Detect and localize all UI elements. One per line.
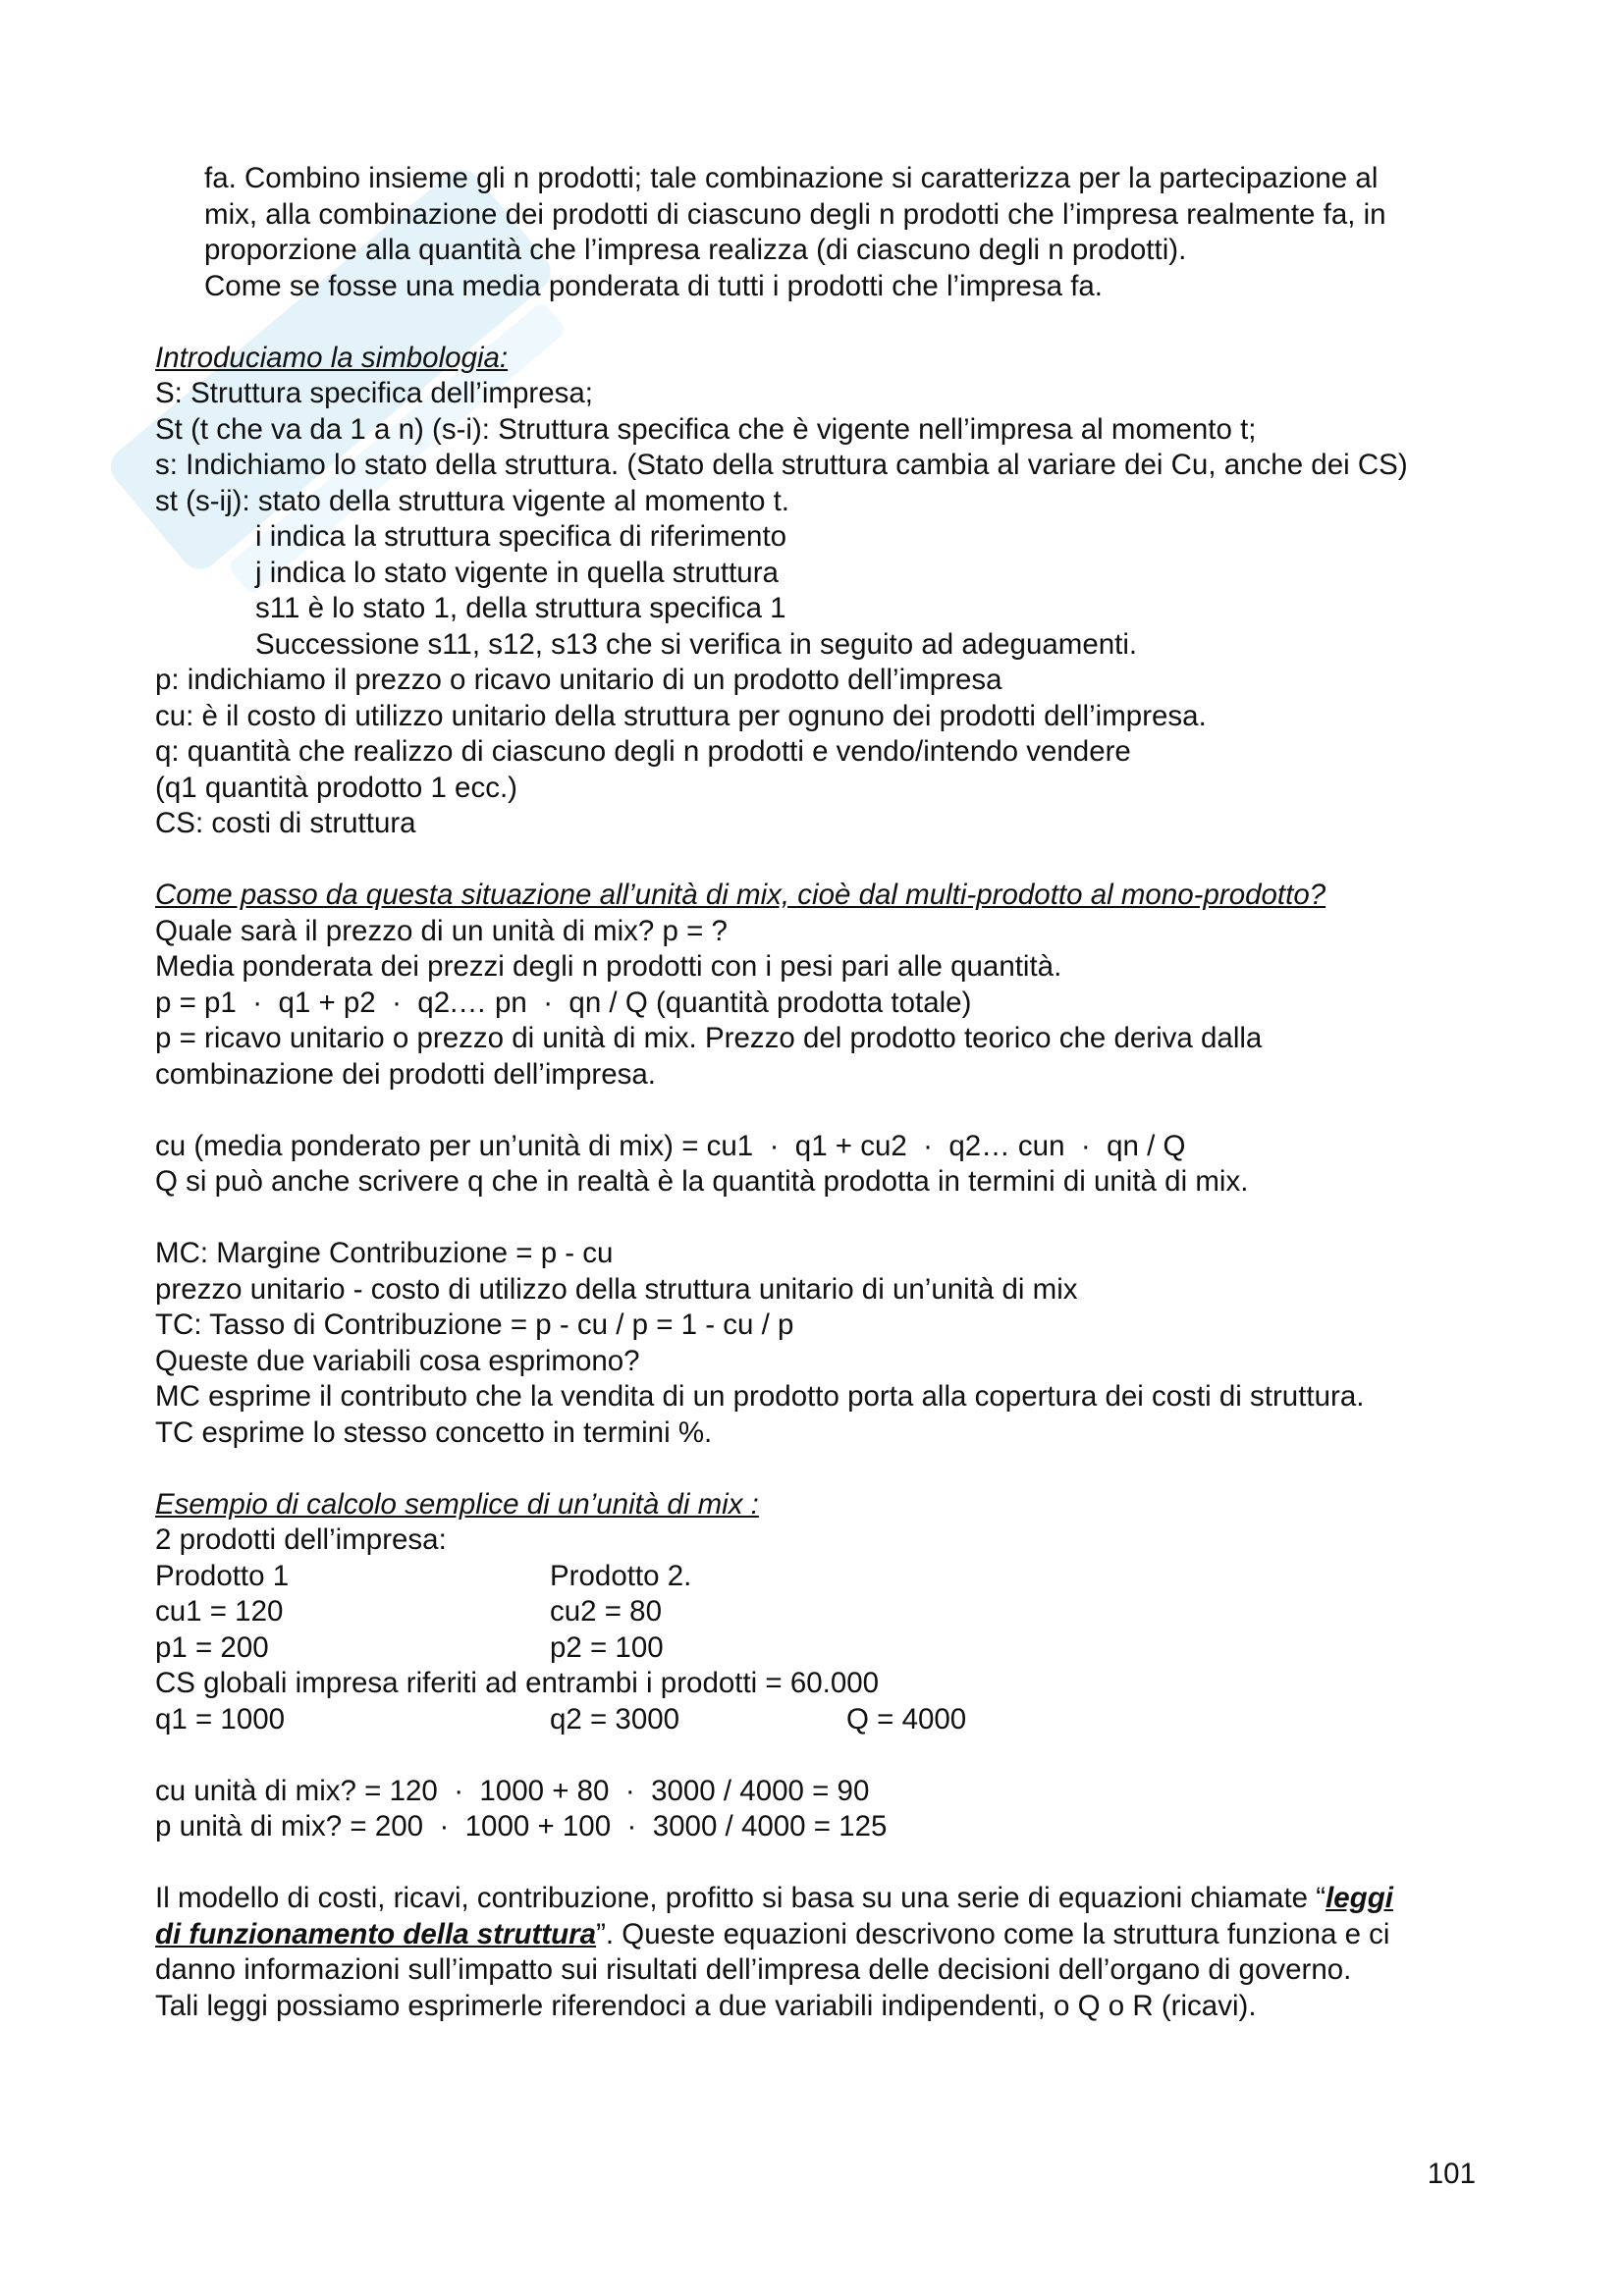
emphasis-text: leggi	[1325, 1882, 1393, 1914]
example-cell: p1 = 200	[155, 1630, 269, 1664]
text-line: st (s-ij): stato della struttura vigente al momento t.	[155, 484, 789, 517]
text-line: St (t che va da 1 a n) (s-i): Struttura specifica che è vigente nell’impresa al momento t;	[155, 412, 1257, 446]
text-line: TC esprime lo stesso concetto in termini %.	[155, 1415, 713, 1449]
intro-line: fa. Combino insieme gli n prodotti; tale combinazione si caratterizza per la partecipazione al	[204, 162, 1379, 194]
indented-line: j indica lo stato vigente in quella struttura	[255, 556, 779, 589]
formula-line: p = p1 · q1 + p2 · q2.… pn · qn / Q (quantità prodotta totale)	[155, 986, 972, 1019]
text-line: S: Struttura specifica dell’impresa;	[155, 377, 593, 409]
text-line: Quale sarà il prezzo di un unità di mix? p = ?	[155, 914, 728, 947]
example-row	[155, 1594, 1471, 1630]
example-cell: Prodotto 2.	[550, 1559, 692, 1592]
text-line: 2 prodotti dell’impresa:	[155, 1523, 447, 1556]
text-line: Media ponderata dei prezzi degli n prodotti con i pesi pari alle quantità.	[155, 950, 1062, 983]
intro-line: Come se fosse una media ponderata di tutti i prodotti che l’impresa fa.	[204, 269, 1103, 302]
text-line: cu: è il costo di utilizzo unitario della struttura per ognuno dei prodotti dell’impresa.	[155, 699, 1207, 732]
text-line: q: quantità che realizzo di ciascuno degli n prodotti e vendo/intendo vendere	[155, 735, 1131, 768]
paragraph-line: Il modello di costi, ricavi, contribuzione, profitto si basa su una serie di equazioni chiamate “leggi	[155, 1882, 1393, 1914]
example-cell: cu2 = 80	[550, 1595, 662, 1628]
text-line: danno informazioni sull’impatto sui risultati dell’impresa delle decisioni dell’organo di governo.	[155, 1953, 1352, 1986]
example-row	[155, 1630, 1471, 1667]
intro-line: proporzione alla quantità che l’impresa realizza (di ciascuno degli n prodotti).	[204, 234, 1187, 266]
text-line: Queste due variabili cosa esprimono?	[155, 1344, 640, 1377]
example-cell: q2 = 3000	[550, 1702, 680, 1735]
example-row	[155, 1702, 1471, 1738]
example-cell: Q = 4000	[846, 1702, 967, 1735]
text-line: p: indichiamo il prezzo o ricavo unitario di un prodotto dell’impresa	[155, 664, 1002, 696]
text-line: p = ricavo unitario o prezzo di unità di mix. Prezzo del prodotto teorico che deriva dalla	[155, 1022, 1263, 1054]
example-cell: q1 = 1000	[155, 1702, 286, 1735]
formula-line: cu (media ponderato per un’unità di mix) = cu1 · q1 + cu2 · q2… cun · qn / Q	[155, 1129, 1186, 1162]
section-heading-esempio: Esempio di calcolo semplice di un’unità di mix :	[155, 1487, 759, 1521]
document-page	[155, 161, 1471, 2024]
intro-line: mix, alla combinazione dei prodotti di ciascuno degli n prodotti che l’impresa realmente fa, in	[204, 197, 1386, 231]
formula-line: cu unità di mix? = 120 · 1000 + 80 · 3000 / 4000 = 90	[155, 1774, 870, 1807]
text-line: CS: costi di struttura	[155, 807, 416, 839]
emphasis-text: di funzionamento della struttura	[155, 1917, 597, 1950]
text-line: Tali leggi possiamo esprimerle riferendoci a due variabili indipendenti, o Q o R (ricavi).	[155, 1989, 1257, 2022]
formula-line: p unità di mix? = 200 · 1000 + 100 · 3000 / 4000 = 125	[155, 1810, 888, 1842]
example-cell: Prodotto 1	[155, 1559, 290, 1592]
text-line: CS globali impresa riferiti ad entrambi i prodotti = 60.000	[155, 1667, 880, 1699]
indented-line: Successione s11, s12, s13 che si verifica in seguito ad adeguamenti.	[255, 627, 1138, 661]
section-heading-mix: Come passo da questa situazione all’unità di mix, cioè dal multi-prodotto al mono-prodotto?	[155, 879, 1326, 911]
text-line: MC: Margine Contribuzione = p - cu	[155, 1237, 614, 1269]
section-heading-simbologia: Introduciamo la simbologia:	[155, 341, 509, 374]
text-line: combinazione dei prodotti dell’impresa.	[155, 1057, 656, 1091]
text-line: MC esprime il contributo che la vendita di un prodotto porta alla copertura dei costi di struttura.	[155, 1380, 1365, 1413]
text-line: TC: Tasso di Contribuzione = p - cu / p = 1 - cu / p	[155, 1308, 794, 1341]
indented-line: s11 è lo stato 1, della struttura specifica 1	[255, 592, 786, 624]
paragraph-line: di funzionamento della struttura”. Queste equazioni descrivono come la struttura funziona e ci	[155, 1917, 1390, 1950]
text-line: prezzo unitario - costo di utilizzo della struttura unitario di un’unità di mix	[155, 1272, 1078, 1306]
text-line: Q si può anche scrivere q che in realtà è la quantità prodotta in termini di unità di mix.	[155, 1165, 1249, 1198]
text-line: s: Indichiamo lo stato della struttura. (Stato della struttura cambia al variare dei Cu, anche dei CS)	[155, 449, 1408, 481]
example-cell: p2 = 100	[550, 1630, 664, 1664]
page-number: 101	[1427, 2158, 1476, 2190]
text-line: (q1 quantità prodotto 1 ecc.)	[155, 771, 517, 804]
example-row	[155, 1559, 1471, 1595]
example-cell: cu1 = 120	[155, 1595, 284, 1628]
indented-line: i indica la struttura specifica di riferimento	[255, 520, 787, 553]
